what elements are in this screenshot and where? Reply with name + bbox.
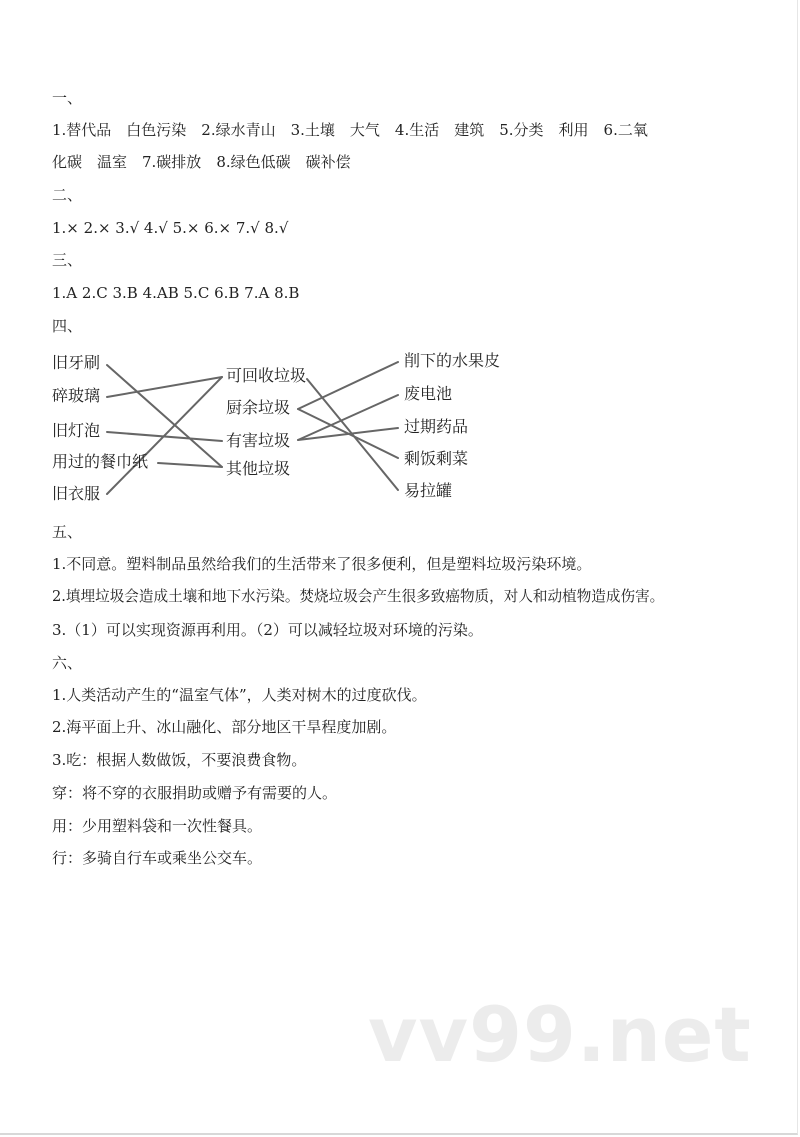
right-item-medicine: 过期药品: [404, 417, 469, 436]
right-item-peel: 削下的水果皮: [404, 351, 501, 370]
section-4-heading: 四、: [52, 317, 83, 335]
section-6-line-6: 行：多骑自行车或乘坐公交车。: [52, 849, 263, 867]
section-1-line-2: 化碳 温室 7.碳排放 8.绿色低碳 碳补偿: [52, 153, 351, 171]
left-item-glass: 碎玻璃: [52, 386, 101, 405]
wire-napkin-other: [158, 463, 222, 467]
left-item-toothbrush: 旧牙刷: [52, 353, 101, 372]
section-3-line-1: 1.A 2.C 3.B 4.AB 5.C 6.B 7.A 8.B: [52, 284, 300, 302]
section-6-line-4: 穿：将不穿的衣服捐助或赠予有需要的人。: [52, 784, 338, 802]
section-5-line-1: 1.不同意。塑料制品虽然给我们的生活带来了很多便利，但是塑料垃圾污染环境。: [52, 555, 592, 573]
section-6-heading: 六、: [52, 654, 83, 672]
right-item-leftovers: 剩饭剩菜: [404, 449, 469, 468]
middle-item-kitchen: 厨余垃圾: [226, 398, 291, 417]
left-item-bulb: 旧灯泡: [52, 421, 101, 440]
left-item-clothes: 旧衣服: [52, 484, 101, 503]
right-item-can: 易拉罐: [404, 481, 453, 500]
section-1-line-1: 1.替代品 白色污染 2.绿水青山 3.土壤 大气 4.生活 建筑 5.分类 利用 6.二氧: [52, 121, 648, 139]
left-item-napkin: 用过的餐巾纸: [52, 452, 149, 471]
wire-recycle-can: [307, 379, 398, 490]
middle-item-hazardous: 有害垃圾: [226, 431, 291, 450]
section-5-line-2: 2.填埋垃圾会造成土壤和地下水污染。焚烧垃圾会产生很多致癌物质，对人和动植物造成伤害。: [52, 588, 665, 605]
section-6-line-3: 3.吃：根据人数做饭，不要浪费食物。: [52, 751, 307, 769]
section-1-heading: 一、: [52, 89, 83, 107]
section-6-line-1: 1.人类活动产生的“温室气体”，人类对树木的过度砍伐。: [52, 686, 427, 704]
middle-item-other: 其他垃圾: [226, 459, 291, 478]
watermark: vv99.net: [368, 990, 752, 1079]
section-5-line-3: 3.（1）可以实现资源再利用。（2）可以减轻垃圾对环境的污染。: [52, 621, 483, 639]
right-item-battery: 废电池: [404, 384, 453, 403]
middle-item-recyclable: 可回收垃圾: [226, 366, 307, 385]
section-3-heading: 三、: [52, 251, 83, 269]
matching-lines: [0, 0, 797, 520]
section-6-line-2: 2.海平面上升、冰山融化、部分地区干旱程度加剧。: [52, 718, 397, 736]
section-5-heading: 五、: [52, 523, 83, 541]
section-2-line-1: 1.× 2.× 3.√ 4.√ 5.× 6.× 7.√ 8.√: [52, 219, 289, 237]
section-6-line-5: 用：少用塑料袋和一次性餐具。: [52, 817, 263, 835]
section-2-heading: 二、: [52, 186, 83, 204]
